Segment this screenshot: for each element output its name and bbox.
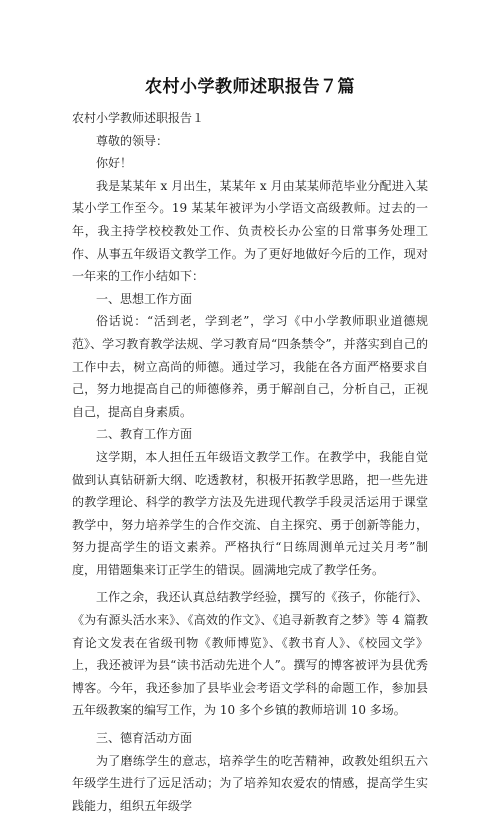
- teaching-paragraph: 这学期，本人担任五年级语文教学工作。在教学中，我能自觉做到认真钻研新大纲、吃透教材，积极开拓教学思路，把一些先进的教学理论、科学的教学方法及先进现代教学手段灵活运用于课堂教学中，努力培养学生的合作交流、自主探究、勇于创新等能力，努力提高学生的语文素养。严格执行“日练周测单元过关月考”制度，用错题集来订正学生的错误。圆满地完成了教学任务。: [72, 449, 428, 577]
- moral-paragraph: 为了磨练学生的意志，培养学生的吃苦精神，政教处组织五六年级学生进行了远足活动；为了培养知农爱农的情感，提高学生实践能力，组织五年级学: [72, 753, 428, 813]
- section-heading-teaching: 二、教育工作方面: [96, 427, 193, 442]
- extra-work-paragraph: 工作之余，我还认真总结教学经验，撰写的《孩子，你能行》、《为有源头活水来》、《高效的作文》、《追寻新教育之梦》等 4 篇教育论文发表在省级刊物《教师博览》、《教书育人》、《校园文学》上，我还被评为县“读书活动先进个人”。撰写的博客被评为县优秀博客。今年，我还参加了县毕业会考语文学科的命题工作，参加县五年级教案的编写工作，为 10 多个乡镇的教师培训 10 多场。: [72, 590, 428, 718]
- section-heading-moral: 三、德育活动方面: [96, 731, 193, 746]
- intro-paragraph: 我是某某年 x 月出生，某某年 x 月由某某师范毕业分配进入某某小学工作至今。19 某某年被评为小学语文高级教师。过去的一年，我主持学校校教处工作、负责校长办公室的日常事务处理工作、从事五年级语文教学工作。为了更好地做好今后的工作，现对一年来的工作小结如下：: [72, 178, 428, 284]
- document-title: 农村小学教师述职报告７篇: [145, 77, 355, 97]
- greeting: 你好！: [96, 156, 133, 171]
- report-subtitle: 农村小学教师述职报告１: [72, 111, 205, 125]
- section-heading-thought: 一、思想工作方面: [96, 291, 193, 306]
- salutation: 尊敬的领导：: [96, 133, 169, 148]
- thought-paragraph: 俗话说：“活到老，学到老”，学习《中小学教师职业道德规范》、学习教育教学法规、学习教育局“四条禁令”，并落实到自己的工作中去，树立高尚的师德。通过学习，我能在各方面严格要求自己，努力地提高自己的师德修养，勇于解剖自己，分析自己，正视自己，提高自身素质。: [72, 314, 428, 419]
